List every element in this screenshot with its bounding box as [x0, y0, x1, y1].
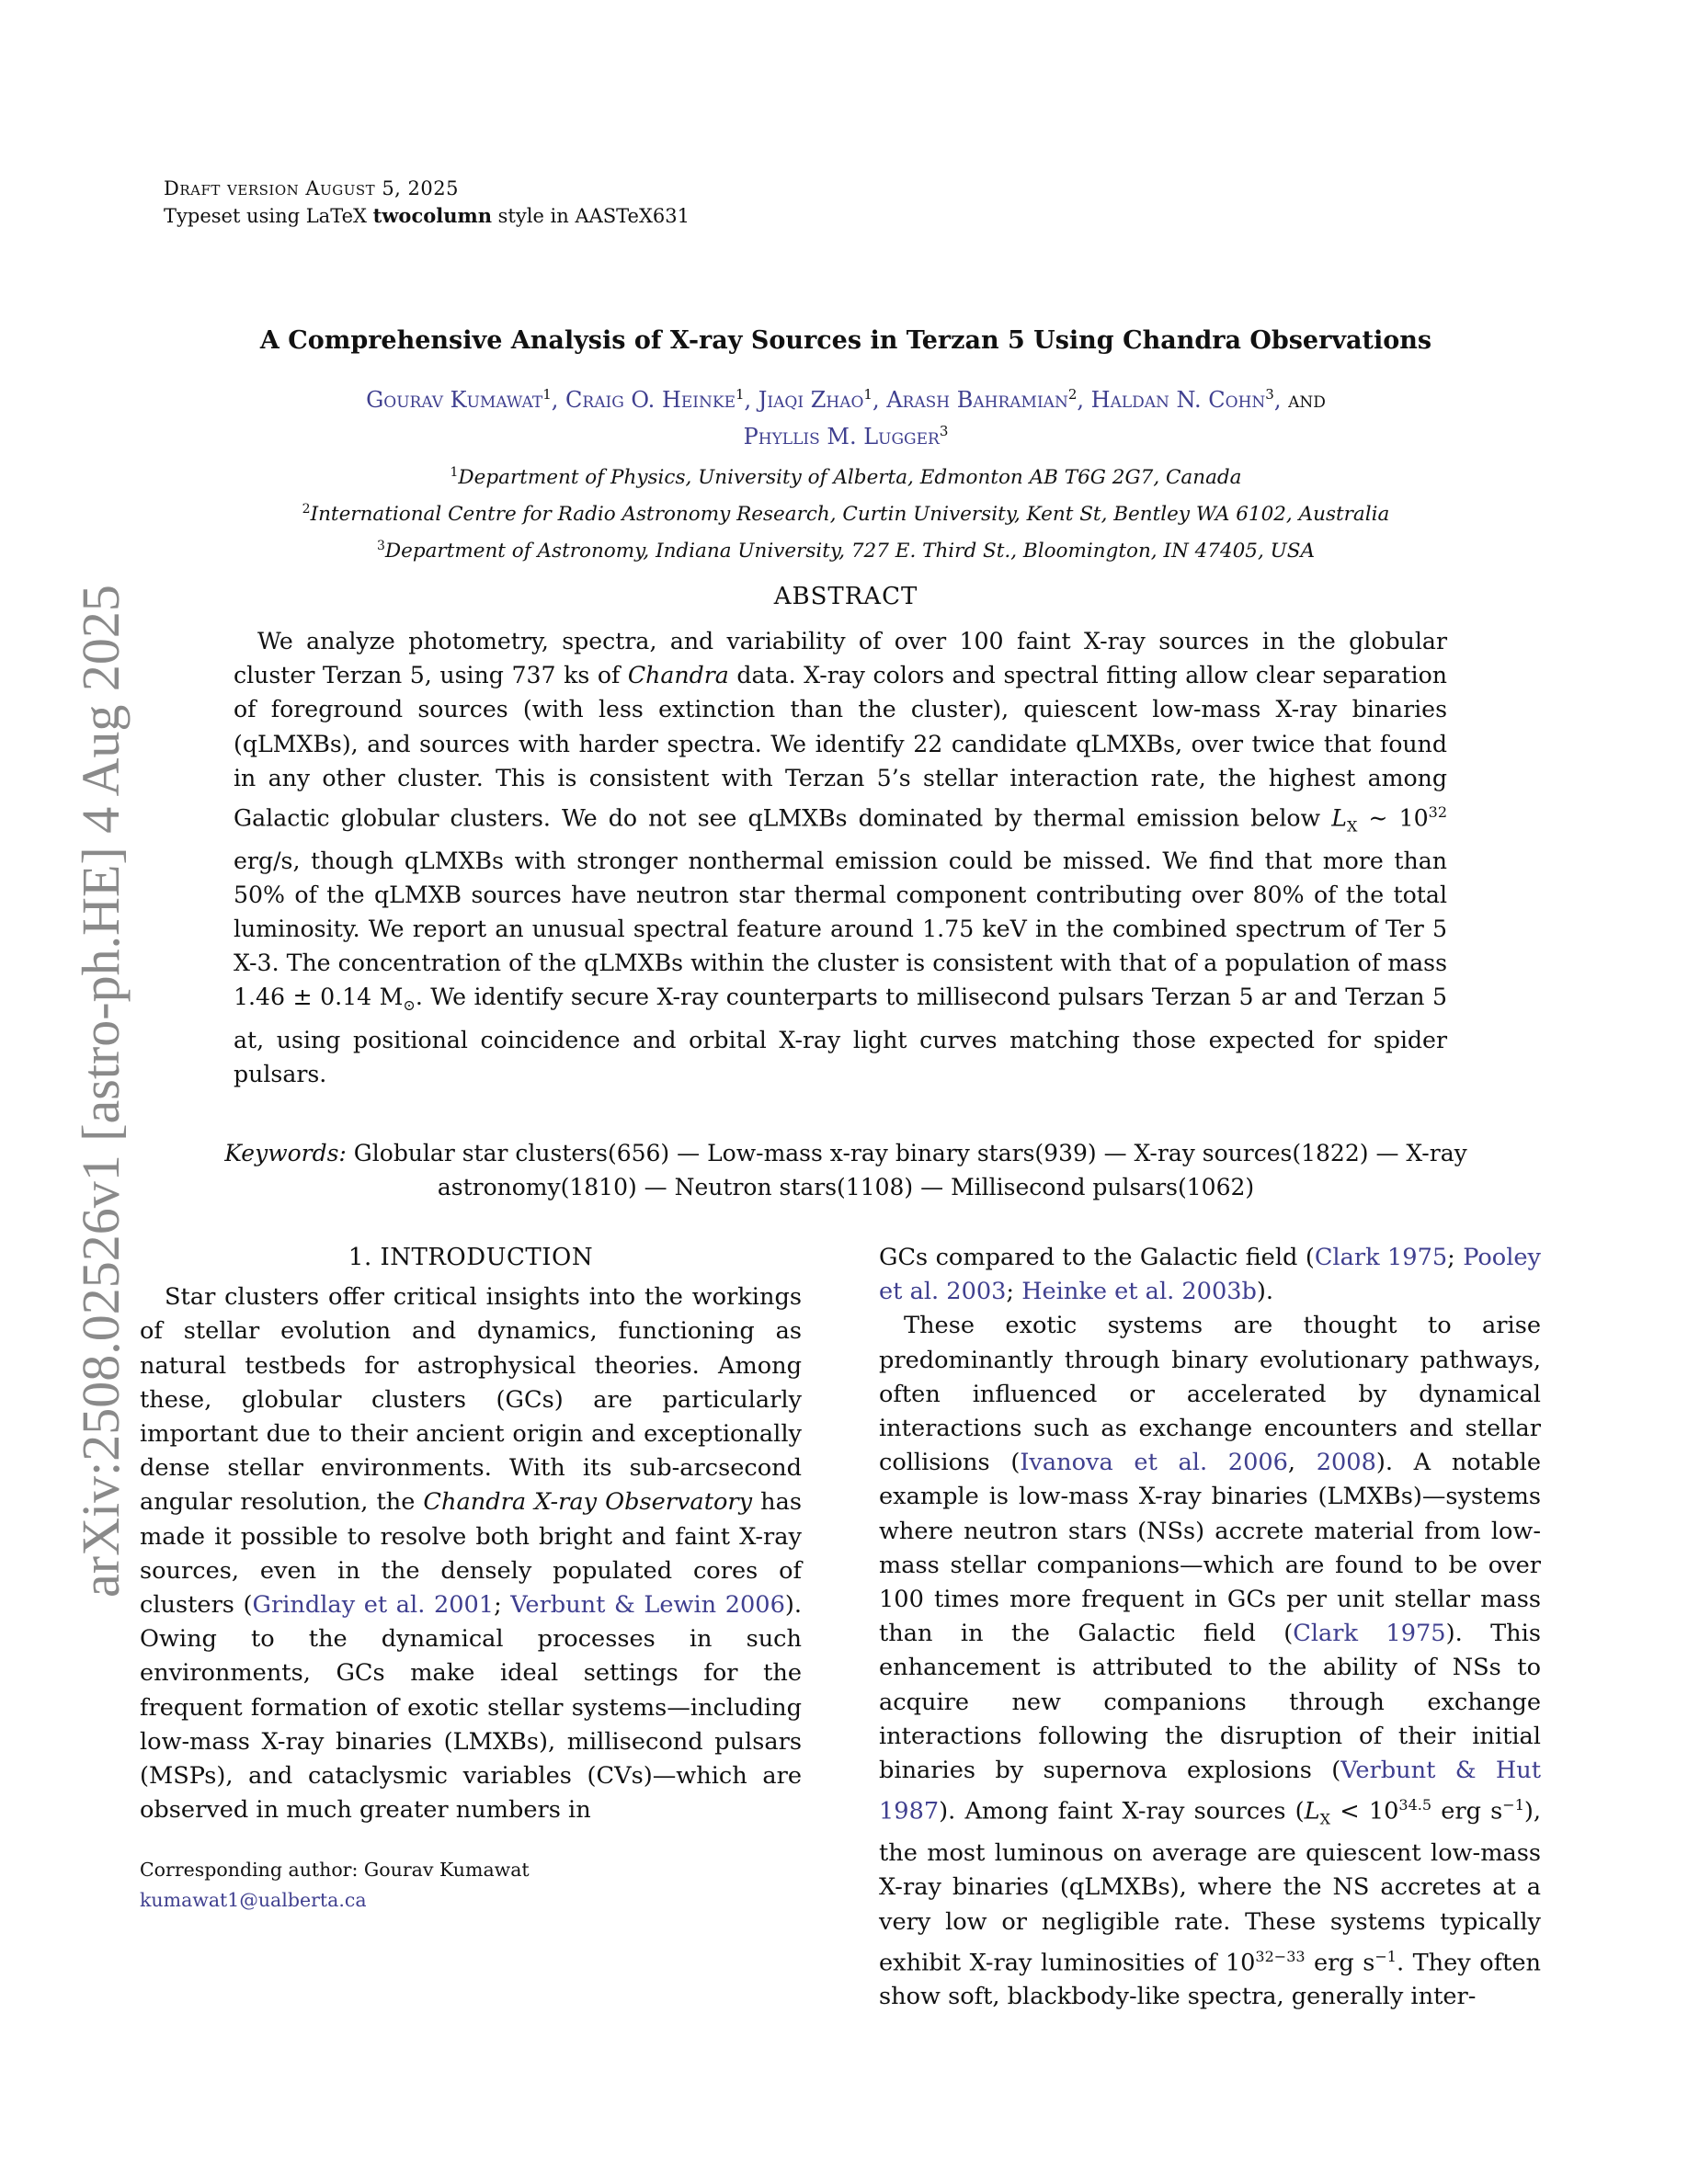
paper-title: A Comprehensive Analysis of X-ray Sources in Terzan 5 Using Chandra Observations — [259, 326, 1432, 355]
section-heading: 1. INTRODUCTION — [348, 1244, 594, 1271]
citation-link[interactable]: Heinke et al. 2003b — [1021, 1278, 1257, 1306]
affiliation: $^1$Department of Physics, University of Alberta, Edmonton AB T6G 2G7, Canada — [450, 465, 1242, 490]
right-column — [879, 1241, 1541, 2015]
paragraph: GCs compared to the Galactic field (Clark 1975; Pooley et al. 2003; Heinke et al. 2003b). — [879, 1244, 1542, 1306]
latex-logo: LaTeX — [305, 205, 367, 227]
authors-and: and — [1288, 387, 1326, 413]
left-column — [140, 1241, 802, 1827]
typeset-line: Typeset using LaTeX twocolumn style in AASTeX631 — [164, 204, 690, 227]
author-name[interactable]: Craig O. Heinke — [565, 387, 736, 413]
page-header — [164, 175, 690, 230]
author-name[interactable]: Gourav Kumawat — [366, 387, 543, 413]
citation-link[interactable]: Grindlay et al. 2001 — [252, 1591, 495, 1620]
citation-link[interactable]: Clark 1975 — [1314, 1244, 1448, 1271]
citation-link[interactable]: Clark 1975 — [1293, 1620, 1446, 1648]
author-name[interactable]: Jiaqi Zhao — [758, 387, 864, 413]
abstract-body: We analyze photometry, spectra, and variability of over 100 faint X-ray sources in the globular cluster Terzan 5, using 737 ks of Chandra data. X-ray colors and spectral fitting allow clear separation of foreground sources (with less extinction than the cluster), quiescent low-mass X-ray binaries (qLMXBs), and sources with harder spectra. We identify 22 candidate qLMXBs, over twice that found in any other cluster. This is consistent with Terzan 5’s stellar interaction rate, the highest among Galactic globular clusters. We do not see qLMXBs dominated by thermal emission below $L_X$ ∼ $10^{32}$ erg/s, though qLMXBs with stronger nonthermal emission could be missed. We find that more than 50% of the qLMXB sources have neutron star thermal component contributing over 80% of the total luminosity. We report an unusual spectral feature around 1.75 keV in the combined spectrum of Ter 5 X-3. The concentration of the qLMXBs within the cluster is consistent with that of a population of mass 1.46 ± 0.14 $M_⊙$. We identify secure X-ray counterparts to millisecond pulsars Terzan 5 ar and Terzan 5 at, using positional coincidence and orbital X-ray light curves matching those expected for spider pulsars. — [234, 628, 1448, 1087]
abstract-heading: ABSTRACT — [773, 583, 918, 610]
author-email[interactable]: kumawat1@ualberta.ca — [140, 1889, 367, 1911]
citation-link[interactable]: Ivanova et al. 2006 — [1020, 1449, 1288, 1477]
arxiv-watermark: arXiv:2508.02526v1 [astro-ph.HE] 4 Aug 2025 — [71, 585, 131, 1598]
affiliations — [184, 457, 1508, 567]
draft-version: Draft version August 5, 2025 — [164, 177, 459, 199]
affiliation: $^3$Department of Astronomy, Indiana University, 727 E. Third St., Bloomington, IN 47405, USA — [376, 539, 1316, 563]
citation-link[interactable]: Verbunt & Hut 1987 — [879, 1757, 1541, 1826]
corresponding-author: Corresponding author: Gourav Kumawat kumawat1@ualberta.ca — [140, 1855, 530, 1916]
author-list: Gourav Kumawat$^1$, Craig O. Heinke$^1$, Jiaqi Zhao$^1$, Arash Bahramian$^2$, Haldan N. Cohn$^3$, and Phyllis M. Lugger$^3$ — [366, 386, 1326, 449]
paragraph: These exotic systems are thought to arise predominantly through binary evolutionary pathways, often influenced or accelerated by dynamical interactions such as exchange encounters and stellar collisions (Ivanova et al. 2006, 2008). A notable example is low-mass X-ray binaries (LMXBs)—systems where neutron stars (NSs) accrete material from low-mass stellar companions—which are found to be over 100 times more frequent in GCs per unit stellar mass than in the Galactic field (Clark 1975). This enhancement is attributed to the ability of NSs to acquire new companions through exchange interactions following the disruption of their initial binaries by supernova explosions (Verbunt & Hut 1987). Among faint X-ray sources ($L_X < 10^{34.5}$ erg $s^{-1}$), the most luminous on average are quiescent low-mass X-ray binaries (qLMXBs), where the NS accretes at a very low or negligible rate. These systems typically exhibit X-ray luminosities of $10^{32-33}$ erg $s^{-1}$. They often show soft, blackbody-like spectra, generally inter- — [879, 1312, 1542, 2011]
keywords: Keywords: Globular star clusters(656) — Low-mass x-ray binary stars(939) — X-ray sources(1822) — X-ray astronomy(1810) — Neutron stars(1108) — Millisecond pulsars(1062) — [224, 1140, 1467, 1200]
citation-link[interactable]: Pooley et al. 2003 — [879, 1244, 1542, 1306]
citation-link[interactable]: 2008 — [1316, 1449, 1376, 1477]
author-name[interactable]: Phyllis M. Lugger — [743, 424, 940, 449]
author-name[interactable]: Arash Bahramian — [886, 387, 1068, 413]
citation-link[interactable]: Verbunt & Lewin 2006 — [510, 1591, 785, 1620]
paragraph: Star clusters offer critical insights into the workings of stellar evolution and dynamics, functioning as natural testbeds for astrophysical theories. Among these, globular clusters (GCs) are particularly important due to their ancient origin and exceptionally dense stellar environments. With its sub-arcsecond angular resolution, the Chandra X-ray Observatory has made it possible to resolve both bright and faint X-ray sources, even in the densely populated cores of clusters (Grindlay et al. 2001; Verbunt & Lewin 2006). Owing to the dynamical processes in such environments, GCs make ideal settings for the frequent formation of exotic stellar systems—including low-mass X-ray binaries (LMXBs), millisecond pulsars (MSPs), and cataclysmic variables (CVs)—which are observed in much greater numbers in — [140, 1283, 803, 1825]
author-name[interactable]: Haldan N. Cohn — [1090, 387, 1266, 413]
affiliation: $^2$International Centre for Radio Astronomy Research, Curtin University, Kent St, Bentley WA 6102, Australia — [302, 502, 1390, 527]
